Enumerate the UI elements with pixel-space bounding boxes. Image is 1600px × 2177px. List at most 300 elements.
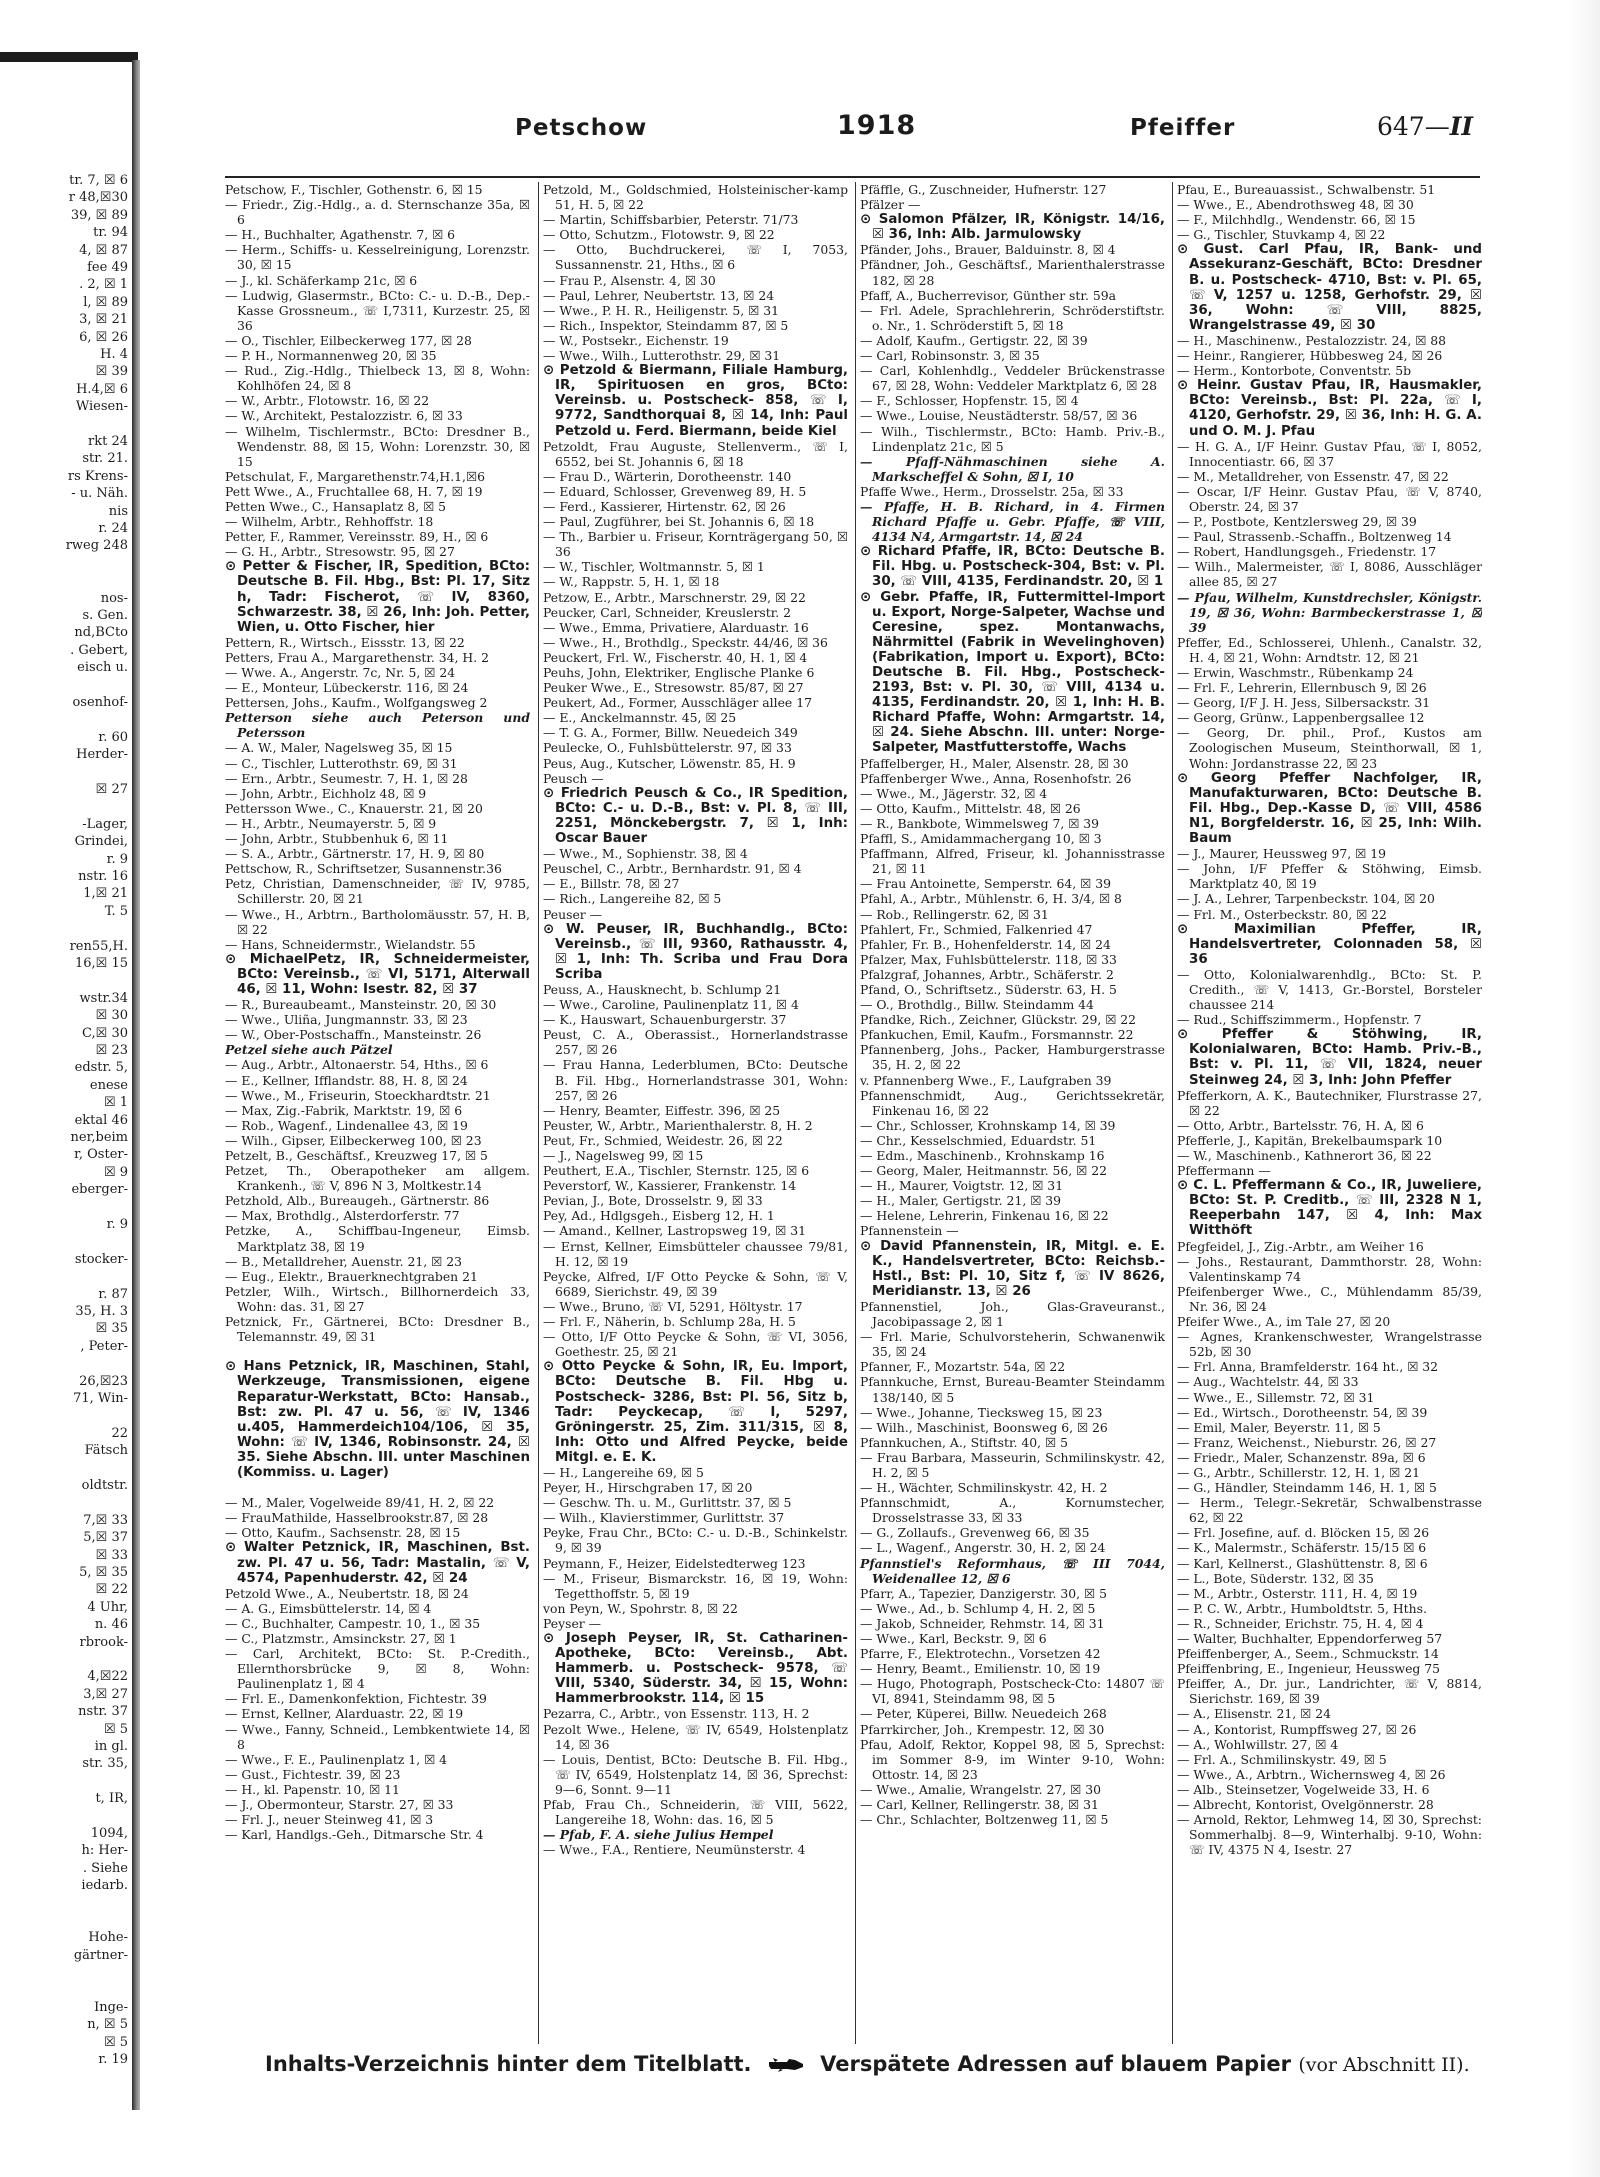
directory-entry: Pezolt Wwe., Helene, ☏ IV, 6549, Holstenplatz 14, ☒ 36 [543,1721,848,1752]
directory-entry: — Ernst, Kellner, Eimsbütteler chaussee 79/81, H. 12, ☒ 19 [543,1238,848,1269]
directory-entry: Peycke, Alfred, I/F Otto Peycke & Sohn, ☏ V, 6689, Sierichstr. 49, ☒ 39 [543,1268,848,1299]
directory-entry: — Wwe., A., Arbtrn., Wichernsweg 4, ☒ 26 [1177,1766,1446,1782]
directory-entry: — Wilh., Maschinist, Boonsweg 6, ☒ 26 [860,1419,1108,1435]
directory-entry: — C., Tischler, Lutterothstr. 69, ☒ 31 [225,755,458,771]
directory-entry: — G., Tischler, Stuvkamp 4, ☒ 22 [1177,227,1386,243]
edge-text-line: 16,☒ 15 [74,956,128,971]
directory-entry: — Frau Antoinette, Semperstr. 64, ☒ 39 [860,876,1111,892]
directory-entry: — Karl, Kellnerst., Glashüttenstr. 8, ☒ 6 [1177,1555,1428,1571]
directory-entry: Peuschel, C., Arbtr., Bernhardstr. 91, ☒ 4 [543,861,802,877]
directory-entry: Pfeiffer, A., Dr. jur., Landrichter, ☏ V, 8814, Sierichstr. 169, ☒ 39 [1177,1676,1482,1707]
directory-entry: — Frl. M., Osterbeckstr. 80, ☒ 22 [1177,906,1387,922]
directory-entry: — Rud., Zig.-Hdlg., Thielbeck 13, ☒ 8, Wohn: Kohlhöfen 24, ☒ 8 [225,363,530,394]
directory-entry: — Friedr., Zig.-Hdlg., a. d. Sternschanze 35a, ☒ 6 [225,197,530,228]
edge-text-line: T. 5 [104,903,128,919]
edge-text-line: Inge- [94,2000,128,2015]
edge-text-line: . Siehe [82,1860,128,1876]
footer-index-note: Inhalts-Verzeichnis hinter dem Titelblatt. [265,2052,752,2076]
directory-entry: — Paul, Lehrer, Neubertstr. 13, ☒ 24 [543,287,775,303]
directory-entry: — Carl, Architekt, BCto: St. P.-Credith., Ellernthorsbrücke 9, ☒ 8, Wohn: Paulinenplatz 1, ☒ 4 [225,1646,530,1692]
edge-text-line: 1,☒ 21 [83,886,128,902]
directory-entry: — Wwe., Uliña, Jungmannstr. 33, ☒ 23 [225,1012,468,1028]
directory-entry: — John, I/F Pfeffer & Stöhwing, Eimsb. Marktplatz 40, ☒ 19 [1177,861,1482,892]
directory-entry: — W., Tischler, Woltmannstr. 5, ☒ 1 [543,559,765,575]
directory-advert-entry: ⊙ Pfeffer & Stöhwing, IR, Kolonialwaren, BCto: Hamb. Priv.-B., Bst: v. Pl. 11, ☏ VII, 1824, neuer Steinweg 24, ☒ 3, Inh: John Pfeffer [1177,1027,1482,1088]
directory-entry: — Wwe., Wilh., Lutterothstr. 29, ☒ 31 [543,348,781,364]
directory-entry: Peuthert, E.A., Tischler, Sternstr. 125, ☒ 6 [543,1163,810,1179]
directory-entry: — Franz, Weichenst., Nieburstr. 26, ☒ 27 [1177,1434,1437,1450]
directory-advert-entry: ⊙ Heinr. Gustav Pfau, IR, Hausmakler, BCto: Vereinsb., Bst: Pl. 22a, ☏ I, 4120, Gerhofstr. 29, ☒ 36, Inh: H. G. A. und O. M. J. Pfau [1177,378,1482,439]
directory-entry: — E., Monteur, Lübeckerstr. 116, ☒ 24 [225,680,469,696]
directory-entry: — T. G. A., Former, Billw. Neuedeich 349 [543,725,798,741]
directory-entry: — Otto, Kaufm., Mittelstr. 48, ☒ 26 [860,800,1081,816]
directory-entry: Pfanner, F., Mozartstr. 54a, ☒ 22 [860,1359,1066,1375]
directory-entry: — J. A., Lehrer, Tarpenbeckstr. 104, ☒ 20 [1177,891,1435,907]
edge-text-line: ☒ 39 [95,364,128,380]
directory-entry: Peuker Wwe., E., Stresowstr. 85/87, ☒ 27 [543,680,804,696]
directory-entry: — Otto, Kolonialwarenhdlg., BCto: St. P. Credith., ☏ V, 1413, Gr.-Borstel, Borsteler chaussee 214 [1177,966,1482,1013]
edge-text-line: r, Oster- [74,1147,128,1163]
directory-entry: Pfannkuchen, A., Stiftstr. 40, ☒ 5 [860,1434,1068,1450]
directory-entry: — R., Schneider, Erichstr. 75, H. 4, ☒ 4 [1177,1615,1424,1631]
directory-entry: — F., Milchhdlg., Wendenstr. 66, ☒ 15 [1177,212,1416,228]
directory-advert-entry: ⊙ Maximilian Pfeffer, IR, Handelsvertreter, Colonnaden 58, ☒ 36 [1177,921,1482,967]
directory-entry: — A., Wohlwillstr. 27, ☒ 4 [1177,1736,1339,1752]
directory-entry: — R., Bankbote, Wimmelsweg 7, ☒ 39 [860,815,1100,831]
edge-binding-band [0,52,138,62]
directory-entry: — Otto, Buchdruckerei, ☏ I, 7053, Sussannenstr. 21, Hths., ☒ 6 [543,242,848,273]
directory-entry: — H., Maurer, Voigtstr. 12, ☒ 31 [860,1178,1064,1194]
directory-entry: Pfaffl, S., Amidammachergang 10, ☒ 3 [860,831,1102,847]
directory-entry: v. Pfannenberg Wwe., F., Laufgraben 39 [860,1072,1112,1088]
directory-entry: Pfeifenberger Wwe., C., Mühlendamm 85/39, Nr. 36, ☒ 24 [1177,1283,1482,1314]
edge-text-line: n, ☒ 5 [87,2017,128,2033]
edge-text-line: C,☒ 30 [82,1025,128,1041]
directory-entry: — Wwe., M., Friseurin, Stoeckhardtstr. 21 [225,1087,491,1103]
directory-entry: — Aug., Arbtr., Altonaerstr. 54, Hths., ☒ 6 [225,1057,489,1073]
directory-entry: — H. G. A., I/F Heinr. Gustav Pfau, ☏ I, 8052, Innocentiastr. 66, ☒ 37 [1177,438,1482,469]
directory-entry: — M., Maler, Vogelweide 89/41, H. 2, ☒ 22 [225,1495,495,1511]
directory-entry: Pfannenberg, Johs., Packer, Hamburgerstrasse 35, H. 2, ☒ 22 [860,1042,1165,1073]
directory-entry: Petten Wwe., C., Hansaplatz 8, ☒ 5 [225,498,447,514]
directory-entry: — Pfaff-Nähmaschinen siehe A. Markscheffel & Sohn, ☒ I, 10 [860,453,1165,484]
edge-text-line: Wiesen- [75,399,128,415]
edge-text-line: 39, ☒ 89 [70,207,128,223]
edge-text-line: 22 [111,1425,128,1441]
directory-entry: — Ern., Arbtr., Seumestr. 7, H. 1, ☒ 28 [225,770,468,786]
directory-entry: Petz, Christian, Damenschneider, ☏ IV, 9785, Schillerstr. 20, ☒ 21 [225,876,530,907]
directory-entry: — Geschw. Th. u. M., Gurlittstr. 37, ☒ 5 [543,1495,792,1511]
directory-entry: — W., Ober-Postschaffn., Mansteinstr. 26 [225,1027,482,1043]
directory-entry: Peucker, Carl, Schneider, Kreuslerstr. 2 [543,604,792,620]
directory-entry: — Frl. F., Lehrerin, Ellernbusch 9, ☒ 26 [1177,680,1427,696]
directory-entry: — C., Buchhalter, Campestr. 10, 1., ☒ 35 [225,1615,481,1631]
edge-text-line: 5, ☒ 35 [79,1565,128,1580]
edge-text-line: nos- [100,590,128,606]
directory-entry: — W., Rappstr. 5, H. 1, ☒ 18 [543,574,720,590]
directory-entry: — Wwe., Emma, Privatiere, Alarduastr. 16 [543,619,809,635]
edge-text-line: ner,beim [70,1130,128,1145]
edge-text-line: rkt 24 [88,434,128,449]
directory-entry: — Chr., Schlachter, Boltzenweg 11, ☒ 5 [860,1812,1109,1828]
directory-advert-entry: ⊙ Richard Pfaffe, IR, BCto: Deutsche B. Fil. Hbg. u. Postscheck-304, Bst: v. Pl. 30, ☏ VIII, 4135, Ferdinandstr. 20, ☒ 1 [860,544,1165,590]
directory-entry: Pfaffenberger Wwe., Anna, Rosenhofstr. 26 [860,770,1132,786]
directory-entry: Pfegfeidel, J., Zig.-Arbtr., am Weiher 16 [1177,1238,1424,1254]
directory-entry: Pfaff, A., Bucherrevisor, Günther str. 59a [860,287,1116,303]
directory-entry: Pfahlert, Fr., Schmied, Falkenried 47 [860,921,1093,937]
directory-entry: Pfalzgraf, Johannes, Arbtr., Schäferstr. 2 [860,966,1114,982]
directory-entry: Petschow, F., Tischler, Gothenstr. 6, ☒ 15 [225,182,483,197]
directory-entry: Pfannstiel's Reformhaus, ☏ III 7044, Weidenallee 12, ☒ 6 [860,1555,1165,1586]
directory-entry: — Wwe., H., Brothdlg., Speckstr. 44/46, ☒ 36 [543,634,828,650]
directory-advert-entry: ⊙ Petter & Fischer, IR, Spedition, BCto: Deutsche B. Fil. Hbg., Bst: Pl. 17, Sitz h, Tadr: Fischerot, ☏ IV, 8360, Schwarzestr. 38, ☒ 26, Inh: Joh. Petter, Wien, u. Otto Fischer, hier [225,559,530,635]
edge-text-line: 3,☒ 27 [83,1686,128,1702]
directory-entry: — Chr., Kesselschmied, Eduardstr. 51 [860,1132,1097,1148]
directory-entry: Petterson siehe auch Peterson und Petersson [225,710,530,741]
directory-entry: Pfeifer Wwe., A., im Tale 27, ☒ 20 [1177,1314,1391,1330]
directory-entry: — Frau Hanna, Lederblumen, BCto: Deutsche B. Fil. Hbg., Hornerlandstrasse 301, Wohn: 257, ☒ 26 [543,1057,848,1103]
directory-entry: — Georg, Dr. phil., Prof., Kustos am Zoologischen Museum, Steinthorwall, ☒ 1, Wohn: Jordanstrasse 22, ☒ 23 [1177,725,1482,771]
edge-text-line: 71, Win- [73,1391,128,1406]
edge-text-line: rs Krens- [67,468,128,484]
directory-entry: — Georg, Grünw., Lappenbergsallee 12 [1177,710,1425,726]
edge-text-line: ☒ 5 [103,1721,128,1737]
directory-entry: — B., Metalldreher, Auenstr. 21, ☒ 23 [225,1253,462,1269]
directory-entry: — Paul, Strassenb.-Schaffn., Boltzenweg 14 [1177,529,1452,545]
directory-entry: — Johs., Restaurant, Dammthorstr. 28, Wohn: Valentinskamp 74 [1177,1253,1482,1284]
directory-entry: — Carl, Robinsonstr. 3, ☒ 35 [860,348,1040,364]
directory-entry: Pfaffe Wwe., Herm., Drosselstr. 25a, ☒ 33 [860,483,1124,499]
directory-entry: — A. G., Eimsbüttelerstr. 14, ☒ 4 [225,1600,432,1616]
directory-entry: — Frl. E., Damenkonfektion, Fichtestr. 39 [225,1691,487,1707]
column-3 [855,182,1165,2044]
edge-text-line: ☒ 9 [103,1164,128,1180]
directory-entry: Pfannenstiel, Joh., Glas-Graveuranst., Jacobipassage 2, ☒ 1 [860,1298,1165,1330]
directory-entry: — Oscar, I/F Heinr. Gustav Pfau, ☏ V, 8740, Oberstr. 24, ☒ 37 [1177,483,1482,514]
directory-entry: — H., Maschinenw., Pestalozzistr. 24, ☒ 88 [1177,332,1447,348]
previous-page-edge [0,0,140,2177]
edge-text-line: r. 9 [106,851,128,867]
directory-advert-entry: ⊙ Salomon Pfälzer, IR, Königstr. 14/16, ☒ 36, Inh: Alb. Jarmulowsky [860,212,1165,243]
directory-entry: — Amand., Kellner, Lastropsweg 19, ☒ 31 [543,1223,806,1239]
directory-entry: Peusch — [543,770,604,786]
edge-text-line: tr. 94 [93,225,128,241]
edge-text-line: - u. Näh. [71,486,128,502]
edge-text-line: . Gebert, [70,642,128,658]
directory-entry: — H., kl. Papenstr. 10, ☒ 11 [225,1781,400,1797]
directory-entry: Pfeiffenbring, E., Ingenieur, Heussweg 75 [1177,1661,1441,1677]
directory-entry: — Wwe., E., Sillemstr. 72, ☒ 31 [1177,1389,1375,1405]
page-number-value: 647— [1377,112,1450,141]
directory-entry: Petzel siehe auch Pätzel [225,1042,393,1058]
directory-entry: — O., Brothdlg., Billw. Steindamm 44 [860,997,1094,1013]
directory-entry: — Carl, Kohlenhdlg., Veddeler Brückenstrasse 67, ☒ 28, Wohn: Veddeler Marktplatz 6, ☒ 28 [860,363,1165,394]
directory-entry: Pfand, O., Schriftsetz., Süderstr. 63, H. 5 [860,981,1117,997]
directory-entry: — Wwe., P. H. R., Heiligenstr. 5, ☒ 31 [543,302,779,318]
directory-entry: — Rob., Wagenf., Lindenallee 43, ☒ 19 [225,1117,468,1133]
directory-entry: Petter, F., Rammer, Vereinsstr. 89, H., ☒ 6 [225,529,489,545]
directory-entry: — Rud., Schiffszimmerm., Hopfenstr. 7 [1177,1012,1422,1028]
directory-entry: Petznick, Fr., Gärtnerei, BCto: Dresdner B., Telemannstr. 49, ☒ 31 [225,1314,530,1345]
edge-text-line: s. Gen. [82,608,128,623]
edge-text-line: Herder- [76,747,128,763]
directory-page [225,100,1480,2120]
edge-text-line: osenhof- [72,695,128,710]
directory-entry: — Louis, Dentist, BCto: Deutsche B. Fil. Hbg., ☏ IV, 6549, Holstenplatz 14, ☒ 36, Sprechst: 9—6, Sonnt. 9—11 [543,1751,848,1797]
directory-entry: Pfänder, Johs., Brauer, Balduinstr. 8, ☒ 4 [860,242,1116,258]
directory-entry: — W., Arbtr., Flotowstr. 16, ☒ 22 [225,393,430,409]
directory-entry: — Rich., Langereihe 82, ☒ 5 [543,891,722,907]
edge-text-line: wstr.34 [79,990,128,1006]
directory-entry: Petschulat, F., Margarethenstr.74,H.1,☒6 [225,468,485,484]
directory-entry: Petzold Wwe., A., Neubertstr. 18, ☒ 24 [225,1585,469,1601]
directory-entry: — Frl. F., Näherin, b. Schlump 28a, H. 5 [543,1314,796,1330]
directory-entry: — Peter, Küperei, Billw. Neuedeich 268 [860,1706,1107,1722]
directory-entry: — H., Buchhalter, Agathenstr. 7, ☒ 6 [225,227,456,243]
directory-entry: — Eug., Elektr., Brauerknechtgraben 21 [225,1268,478,1284]
directory-entry: — Wwe., Ad., b. Schlump 4, H. 2, ☒ 5 [860,1600,1096,1616]
directory-entry: Pettschow, R., Schriftsetzer, Susannenstr.36 [225,861,502,877]
directory-entry: Pfarrkircher, Joh., Krempestr. 12, ☒ 30 [860,1721,1105,1737]
directory-entry: — Ferd., Kassierer, Hirtenstr. 62, ☒ 26 [543,498,786,514]
directory-entry: — H., Langereihe 69, ☒ 5 [543,1464,704,1480]
page-number-section: II [1449,112,1474,141]
directory-entry: — G., Händler, Steindamm 146, H. 1, ☒ 5 [1177,1480,1437,1496]
directory-entry: — J., Maurer, Heussweg 97, ☒ 19 [1177,846,1386,862]
directory-entry: — Pfau, Wilhelm, Kunstdrechsler, Königstr. 19, ☒ 36, Wohn: Barmbeckerstrasse 1, ☒ 39 [1177,589,1482,635]
directory-entry: — Frau D., Wärterin, Dorotheenstr. 140 [543,468,792,484]
directory-entry: — Edm., Maschinenb., Krohnskamp 16 [860,1148,1105,1163]
directory-entry: — Max, Zig.-Fabrik, Marktstr. 19, ☒ 6 [225,1102,463,1118]
edge-text-line: edstr. 5, [74,1060,128,1076]
directory-entry: — Wwe., Amalie, Wrangelstr. 27, ☒ 30 [860,1781,1101,1797]
directory-entry: Pettersson Wwe., C., Knauerstr. 21, ☒ 20 [225,800,483,816]
edge-text-line: 4, ☒ 87 [79,242,128,258]
directory-entry: — Ed., Wirtsch., Dorotheenstr. 54, ☒ 39 [1177,1404,1428,1420]
directory-advert-entry: ⊙ C. L. Pfeffermann & Co., IR, Juweliere, BCto: St. P. Creditb., ☏ III, 2328 N 1, Reeperbahn 147, ☒ 4, Inh: Max Witthöft [1177,1178,1482,1239]
directory-entry: Peus, Aug., Kutscher, Löwenstr. 85, H. 9 [543,755,796,771]
directory-entry: Pfab, Frau Ch., Schneiderin, ☏ VIII, 5622, Langereihe 18, Wohn: das. 16, ☒ 5 [543,1797,848,1828]
directory-entry: — Chr., Schlosser, Krohnskamp 14, ☒ 39 [860,1117,1116,1133]
directory-entry: Peukert, Ad., Former, Ausschläger allee 17 [543,695,812,711]
edge-text-line: 6, ☒ 26 [79,329,128,345]
directory-entry: — Wilhelm, Tischlermstr., BCto: Dresdner B., Wendenstr. 88, ☒ 15, Wohn: Lorenzstr. 30, ☒ 15 [225,423,530,469]
directory-entry: Pfau, Adolf, Rektor, Koppel 98, ☒ 5, Sprechst: im Sommer 8-9, im Winter 9-10, Wohn: Ottostr. 14, ☒ 23 [860,1736,1165,1782]
directory-entry: — Henry, Beamt., Emilienstr. 10, ☒ 19 [860,1661,1101,1677]
edge-text-line: t, IR, [95,1791,128,1807]
edge-text-line: nd,BCto [74,625,128,641]
directory-entry: — Robert, Handlungsgeh., Friedenstr. 17 [1177,544,1437,560]
column-1 [225,182,530,2044]
directory-entry: — Frl. Josefine, auf. d. Blöcken 15, ☒ 26 [1177,1525,1430,1541]
directory-entry: — R., Bureaubeamt., Mansteinstr. 20, ☒ 30 [225,997,497,1013]
directory-entry: Petzke, A., Schiffbau-Ingeneur, Eimsb. Marktplatz 38, ☒ 19 [225,1223,530,1254]
edge-text-line: ☒ 5 [103,2034,128,2050]
directory-entry: — John, Arbtr., Stubbenhuk 6, ☒ 11 [225,831,449,847]
directory-entry: — E., Kellner, Ifflandstr. 88, H. 8, ☒ 24 [225,1072,468,1088]
directory-entry: — Herm., Telegr.-Sekretär, Schwalbenstrasse 62, ☒ 22 [1177,1495,1482,1526]
directory-entry: — M., Metalldreher, von Essenstr. 47, ☒ 22 [1177,468,1449,484]
directory-entry: Petzelt, B., Geschäftsf., Kreuzweg 17, ☒ 5 [225,1148,488,1163]
directory-entry: Pfankuchen, Emil, Kaufm., Forsmannstr. 22 [860,1027,1134,1043]
directory-entry: — Wwe., E., Abendrothsweg 48, ☒ 30 [1177,197,1414,213]
directory-entry: — Gust., Fichtestr. 39, ☒ 23 [225,1766,401,1782]
directory-entry: Petzet, Th., Oberapotheker am allgem. Krankenh., ☏ V, 896 N 3, Moltkestr.14 [225,1163,530,1194]
directory-entry: — Karl, Handlgs.-Geh., Ditmarsche Str. 4 [225,1827,484,1843]
directory-entry: — Wwe., M., Sophienstr. 38, ☒ 4 [543,846,748,862]
edge-text-line: , Peter- [80,1338,128,1354]
directory-entry: — Arnold, Rektor, Lehmweg 14, ☒ 30, Sprechst: Sommerhalbj. 8—9, Winterhalbj. 9-10, Wohn: ☏ IV, 4375 N 4, Isestr. 27 [1177,1812,1482,1858]
directory-entry: Petzow, E., Arbtr., Marschnerstr. 29, ☒ 22 [543,589,806,605]
directory-entry: — Aug., Wachtelstr. 44, ☒ 33 [1177,1374,1359,1390]
directory-entry: Pett Wwe., A., Fruchtallee 68, H. 7, ☒ 19 [225,483,483,499]
directory-entry: — Jakob, Schneider, Rehmstr. 14, ☒ 31 [860,1615,1105,1631]
edge-text-line: 4 Uhr, [87,1599,128,1615]
directory-entry: — L., Bote, Süderstr. 132, ☒ 35 [1177,1570,1374,1586]
edge-text-line: 35, H. 3 [75,1304,128,1319]
edge-text-line: Fätsch [84,1443,128,1459]
edge-text-line: rweg 248 [65,538,128,554]
directory-entry: Peuster, W., Arbtr., Marienthalerstr. 8, H. 2 [543,1117,813,1133]
edge-text-line: ☒ 23 [95,1043,128,1058]
directory-entry: Pettersen, Johs., Kaufm., Wolfgangsweg 2 [225,695,488,711]
edge-text-line: ☒ 27 [95,782,128,797]
directory-entry: — P. C. W., Arbtr., Humboldtstr. 5, Hths. [1177,1600,1427,1616]
directory-entry [225,1480,530,1495]
directory-entry: — G. H., Arbtr., Stresowstr. 95, ☒ 27 [225,544,455,560]
edge-text-line: ektal 46 [74,1112,128,1128]
edge-text-line: H. 4 [100,347,128,362]
directory-entry: Peyke, Frau Chr., BCto: C.- u. D.-B., Schinkelstr. 9, ☒ 39 [543,1525,848,1556]
directory-entry: — Wilh., Gipser, Eilbeckerweg 100, ☒ 23 [225,1132,482,1148]
directory-entry: — Wwe. A., Angerstr. 7c, Nr. 5, ☒ 24 [225,665,456,680]
directory-entry: — Hans, Schneidermstr., Wielandstr. 55 [225,936,476,952]
edge-text-line: ☒ 30 [95,1008,128,1024]
directory-entry: Petzoldt, Frau Auguste, Stellenverm., ☏ I, 6552, bei St. Johannis 6, ☒ 18 [543,438,848,469]
pointing-hand-icon [767,2057,805,2073]
directory-entry: — A., Elisenstr. 21, ☒ 24 [1177,1706,1331,1722]
directory-entry: — Wwe., F.A., Rentiere, Neumünsterstr. 4 [543,1842,806,1858]
directory-entry: — Otto, I/F Otto Peycke & Sohn, ☏ VI, 3056, Goethestr. 25, ☒ 21 [543,1329,848,1360]
page-header [225,110,1480,150]
edge-text-line: Hohe- [88,1930,128,1946]
book-fold-shadow [132,60,140,2110]
directory-entry: — Wwe., M., Jägerstr. 32, ☒ 4 [860,785,1048,801]
directory-advert-entry: ⊙ MichaelPetz, IR, Schneidermeister, BCto: Vereinsb., ☏ VI, 5171, Alterwall 46, ☒ 11, Wohn: Isestr. 82, ☒ 37 [225,951,530,997]
edge-text-line: iedarb. [81,1878,128,1894]
directory-entry: Pfahler, Fr. B., Hohenfelderstr. 14, ☒ 24 [860,936,1111,952]
directory-entry: — Frl. Marie, Schulvorsteherin, Schwanenwik 35, ☒ 24 [860,1329,1165,1360]
directory-advert-entry: ⊙ Otto Peycke & Sohn, IR, Eu. Import, BCto: Deutsche B. Fil. Hbg u. Postscheck- 3286, Bst: Pl. 56, Sitz b, Tadr: Peyckecap, ☏ I, 5297, Gröningerstr. 25, Zim. 311/315, ☒ 8, Inh: Otto und Alfred Peycke, beide Mitgl. e. E. K. [543,1359,848,1465]
directory-entry: Peuckert, Frl. W., Fischerstr. 40, H. 1, ☒ 4 [543,649,808,665]
directory-entry: Peyer, H., Hirschgraben 17, ☒ 20 [543,1480,753,1496]
edge-text-line: r 48,☒30 [68,190,128,206]
directory-entry: — Carl, Kellner, Rellingerstr. 38, ☒ 31 [860,1797,1099,1813]
directory-entry: — S. A., Arbtr., Gärtnerstr. 17, H. 9, ☒ 80 [225,846,485,862]
edge-text-line: ren55,H. [69,938,128,954]
edge-text-line: gärtner- [73,1947,128,1963]
directory-columns [225,176,1480,2048]
edge-text-line: str. 35, [82,1756,128,1772]
directory-entry: Peut, Fr., Schmied, Weidestr. 26, ☒ 22 [543,1132,783,1148]
directory-entry: — Otto, Schutzm., Flotowstr. 9, ☒ 22 [543,227,775,243]
directory-entry: — Hugo, Photograph, Postscheck-Cto: 14807 ☏ VI, 8941, Steindamm 98, ☒ 5 [860,1676,1165,1707]
edge-text-line: 26,☒23 [79,1373,128,1389]
directory-entry: — C., Platzmstr., Amsinckstr. 27, ☒ 1 [225,1631,457,1646]
directory-entry: Pfau, E., Bureauassist., Schwalbenstr. 51 [1177,182,1436,197]
directory-entry: — Helene, Lehrerin, Finkenau 16, ☒ 22 [860,1208,1109,1224]
directory-entry: — Wwe., Johanne, Tiecksweg 15, ☒ 23 [860,1404,1103,1420]
directory-entry: Peulecke, O., Fuhlsbüttelerstr. 97, ☒ 33 [543,740,792,756]
directory-entry: Pfeffer, Ed., Schlosserei, Uhlenh., Canalstr. 32, H. 4, ☒ 21, Wohn: Arndtstr. 12, ☒ 21 [1177,634,1482,665]
edge-text-line: 5,☒ 37 [83,1530,128,1546]
directory-entry: — Otto, Kaufm., Sachsenstr. 28, ☒ 15 [225,1525,461,1541]
edge-text-line: str. 21. [82,451,128,467]
directory-entry: — K., Hauswart, Schauenburgerstr. 37 [543,1012,787,1028]
directory-entry: — Th., Barbier u. Friseur, Kornträgergang 50, ☒ 36 [543,529,848,560]
directory-entry: — Frau P., Alsenstr. 4, ☒ 30 [543,272,716,288]
directory-entry: — Martin, Schiffsbarbier, Peterstr. 71/73 [543,212,799,228]
directory-entry: — Ernst, Kellner, Alarduastr. 22, ☒ 19 [225,1706,464,1722]
directory-entry: Peyser — [543,1615,602,1631]
directory-entry: Peuser — [543,906,603,922]
edge-text-line: r. 9 [106,1217,128,1232]
directory-entry: Peuss, A., Hausknecht, b. Schlump 21 [543,981,782,997]
directory-advert-entry: ⊙ Hans Petznick, IR, Maschinen, Stahl, Werkzeuge, Transmissionen, eigene Reparatur-Werkstatt, BCto: Hansab., Bst: zw. Pl. 47 u. 56, ☏ IV, 1346 u.405, Hammerdeich104/106, ☒ 35, Wohn: ☏ IV, 1346, Robinsonstr. 24, ☒ 35. Siehe Abschn. III. unter Maschinen (Kommiss. u. Lager) [225,1359,530,1480]
directory-entry: — P., Postbote, Kentzlersweg 29, ☒ 39 [1177,514,1417,530]
directory-entry: — Friedr., Maler, Schanzenstr. 89a, ☒ 6 [1177,1449,1426,1465]
directory-entry: — W., Maschinenb., Kathnerort 36, ☒ 22 [1177,1148,1432,1163]
directory-entry: Pfälzer — [860,197,921,213]
edge-text-line: ☒ 33 [95,1547,128,1563]
edge-text-line: ☒ 22 [95,1582,128,1598]
directory-entry: Pey, Ad., Hdlgsgeh., Eisberg 12, H. 1 [543,1208,775,1224]
directory-entry: — Wwe., F. E., Paulinenplatz 1, ☒ 4 [225,1751,448,1767]
directory-entry: — K., Malermstr., Schäferstr. 15/15 ☒ 6 [1177,1540,1427,1556]
directory-entry: — Albrecht, Kontorist, Ovelgönnerstr. 28 [1177,1797,1434,1813]
directory-entry: — G., Zollaufs., Grevenweg 66, ☒ 35 [860,1525,1090,1541]
directory-entry: — Otto, Arbtr., Bartelsstr. 76, H. A, ☒ 6 [1177,1117,1424,1133]
directory-entry: Pfarr, A., Tapezier, Danzigerstr. 30, ☒ 5 [860,1585,1107,1601]
directory-entry: — Wilh., Malermeister, ☏ I, 8086, Ausschläger allee 85, ☒ 27 [1177,559,1482,590]
directory-entry: — E., Billstr. 78, ☒ 27 [543,876,680,892]
directory-entry: — Rich., Inspektor, Steindamm 87, ☒ 5 [543,317,789,333]
edge-text-line: h: Her- [81,1843,128,1859]
directory-entry: — Wwe., Caroline, Paulinenplatz 11, ☒ 4 [543,997,799,1013]
directory-advert-entry: ⊙ Joseph Peyser, IR, St. Catharinen-Apotheke, BCto: Vereinsb., Abt. Hammerb. u. Postscheck- 9578, ☏ VIII, 5340, Süderstr. 34, ☒ 15, Wohn: Hammerbrookstr. 114, ☒ 15 [543,1631,848,1707]
directory-entry: — Max, Brothdlg., Alsterdorferstr. 77 [225,1208,460,1224]
directory-entry: — Henry, Beamter, Eiffestr. 396, ☒ 25 [543,1102,781,1118]
directory-entry: — H., Maler, Gertigstr. 21, ☒ 39 [860,1193,1062,1209]
edge-text-line: eisch u. [77,660,128,676]
directory-entry: Pfändner, Joh., Geschäftsf., Marienthalerstrasse 182, ☒ 28 [860,257,1165,288]
directory-entry: — P. H., Normannenweg 20, ☒ 35 [225,348,437,364]
edge-text-line: r. 24 [98,521,128,536]
edge-text-line: fee 49 [87,260,128,275]
edge-text-line: ☒ 1 [103,1095,128,1111]
directory-entry: — John, Arbtr., Eichholz 48, ☒ 9 [225,785,427,801]
directory-entry: Pfannschmidt, A., Kornumstecher, Drosselstrasse 33, ☒ 33 [860,1495,1165,1526]
directory-entry: — Eduard, Schlosser, Grevenweg 89, H. 5 [543,483,807,499]
directory-entry: — L., Wagenf., Angerstr. 30, H. 2, ☒ 24 [860,1540,1106,1556]
directory-entry: Peymann, F., Heizer, Eidelstedterweg 123 [543,1555,806,1571]
directory-entry: — Herm., Schiffs- u. Kesselreinigung, Lorenzstr. 30, ☒ 15 [225,242,530,273]
edge-text-line: r. 60 [98,729,128,745]
directory-entry: — A. W., Maler, Nagelsweg 35, ☒ 15 [225,740,453,756]
directory-entry: — Ludwig, Glasermstr., BCto: C.- u. D.-B., Dep.-Kasse Grossneum., ☏ I,7311, Kurzestr. 25, ☒ 36 [225,287,530,333]
directory-advert-entry: ⊙ Georg Pfeffer Nachfolger, IR, Manufakturwaren, BCto: Deutsche B. Fil. Hbg., Dep.-Kasse D, ☏ VIII, 4586 N1, Borgfelderstr. 16, ☒ 25, Inh: Wilh. Baum [1177,770,1482,847]
directory-entry: — J., Obermonteur, Starstr. 27, ☒ 33 [225,1797,454,1813]
